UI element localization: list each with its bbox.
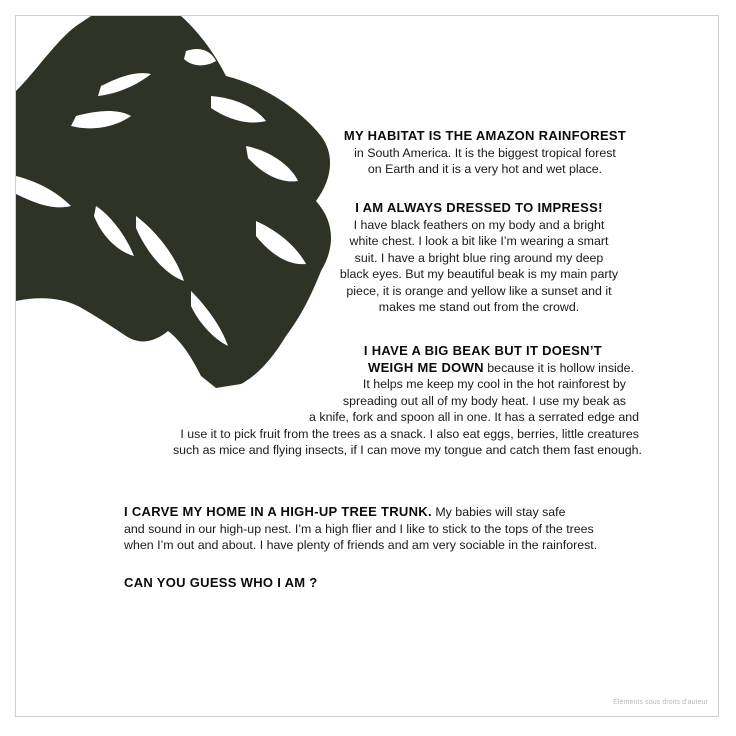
beak-line-heading-2 — [124, 360, 642, 377]
home-line-2: when I’m out and about. I have plenty of friends and am very sociable in the rainforest. — [124, 538, 598, 552]
home-heading-rest: My babies will stay safe — [431, 505, 566, 519]
dressed-line-5: piece, it is orange and yellow like a sunset and it — [346, 283, 612, 298]
dressed-line-1: I have black feathers on my body and a bright — [353, 217, 605, 232]
dressed-line-2: white chest. I look a bit like I’m wearing a smart — [349, 234, 609, 248]
dressed-line-4: black eyes. But my beautiful beak is my main party — [339, 267, 619, 281]
guess-paragraph — [124, 575, 424, 592]
dressed-heading: I AM ALWAYS DRESSED TO IMPRESS! — [355, 200, 603, 215]
beak-paragraph — [124, 343, 642, 459]
beak-line-3: a knife, fork and spoon all in one. It has a serrated edge and — [309, 410, 639, 424]
dressed-line-3: suit. I have a bright blue ring around my deep — [354, 250, 604, 265]
home-paragraph — [124, 504, 644, 554]
habitat-line-1: in South America. It is the biggest tropical forest — [354, 145, 616, 160]
home-line-heading — [124, 504, 644, 521]
guess-heading: CAN YOU GUESS WHO I AM ? — [124, 575, 318, 590]
beak-heading-rest: because it is hollow inside. — [483, 360, 634, 375]
habitat-line-2: on Earth and it is a very hot and wet place. — [367, 162, 603, 176]
home-heading: I CARVE MY HOME IN A HIGH-UP TREE TRUNK. — [124, 504, 432, 519]
dressed-line-6: makes me stand out from the crowd. — [378, 300, 580, 314]
habitat-paragraph — [328, 128, 642, 178]
beak-line-5: such as mice and flying insects, if I can move my tongue and catch them fast enough. — [172, 443, 642, 457]
beak-line-2: spreading out all of my body heat. I use my beak as — [342, 393, 626, 408]
book-page — [15, 15, 719, 717]
beak-line-4: I use it to pick fruit from the trees as a snack. I also eat eggs, berries, little creatures — [180, 426, 639, 441]
habitat-heading: MY HABITAT IS THE AMAZON RAINFOREST — [343, 128, 627, 143]
monstera-leaf-illustration — [16, 16, 346, 396]
beak-heading-line-2: WEIGH ME DOWN — [368, 359, 484, 375]
copyright-watermark: Éléments sous droits d'auteur — [613, 699, 708, 706]
beak-heading-line-1: I HAVE A BIG BEAK BUT IT DOESN’T — [363, 343, 602, 358]
beak-line-1: It helps me keep my cool in the hot rainforest by — [362, 377, 626, 391]
home-line-1: and sound in our high-up nest. I’m a high flier and I like to stick to the tops of the trees — [124, 521, 594, 536]
dressed-paragraph — [328, 200, 630, 316]
